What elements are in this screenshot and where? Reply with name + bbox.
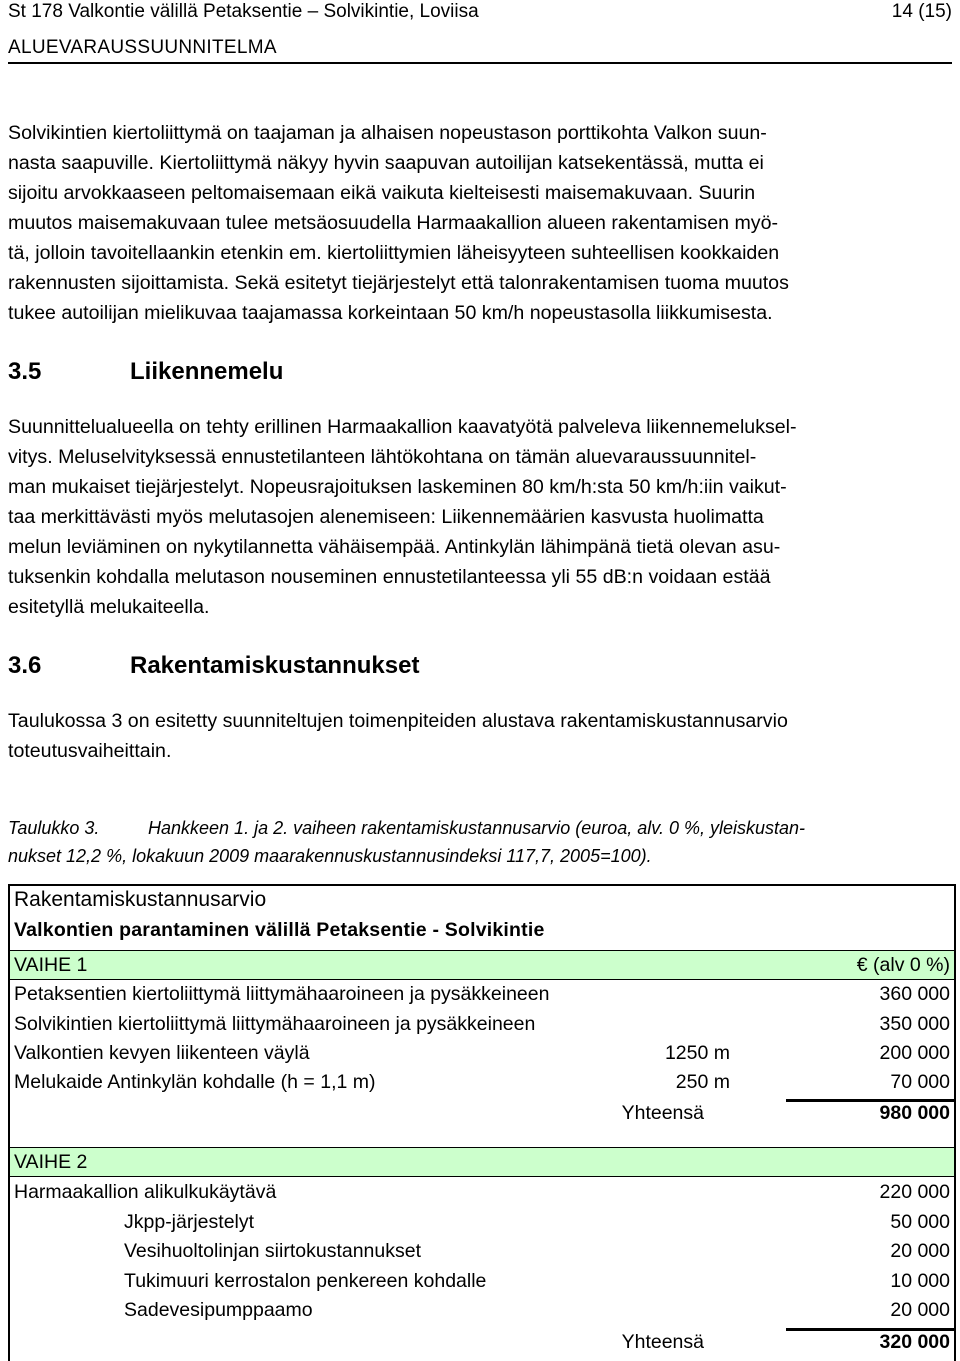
caption-label: Taulukko 3.	[8, 818, 100, 838]
row-cost: 20 000	[890, 1299, 950, 1321]
section-title: Rakentamiskustannukset	[130, 652, 420, 679]
row-description: Tukimuuri kerrostalon penkereen kohdalle	[124, 1270, 487, 1292]
paragraph-intro	[8, 118, 954, 328]
paragraph-rakentamiskustannukset	[8, 706, 954, 766]
table-row	[10, 1068, 954, 1097]
phase-1-total	[10, 1099, 954, 1129]
header-rule	[8, 62, 952, 64]
phase-label: VAIHE 2	[14, 1151, 88, 1173]
table-caption	[8, 814, 954, 870]
document-title: St 178 Valkontie välillä Petaksentie – Solvikintie, Loviisa	[8, 1, 479, 22]
phase-label: VAIHE 1	[14, 954, 88, 976]
total-label: Yhteensä	[621, 1331, 704, 1353]
text-line: vitys. Meluselvityksessä ennustetilanteen lähtökohtana on tämän aluevaraussuunnitel-	[8, 446, 757, 468]
text-line: Solvikintien kiertoliittymä on taajaman ja alhaisen nopeustason porttikohta Valkon suun-	[8, 122, 767, 144]
text-line: man mukaiset tiejärjestelyt. Nopeusrajoituksen laskeminen 80 km/h:sta 50 km/h:iin vaikut-	[8, 476, 787, 498]
row-quantity: 250 m	[675, 1071, 730, 1093]
table-title: Rakentamiskustannusarvio	[14, 888, 267, 911]
row-description: Jkpp-järjestelyt	[124, 1211, 255, 1233]
phase-2-total	[10, 1328, 954, 1358]
text-line: muutos maisemakuvaan tulee metsäosuudella Harmaakallion alueen rakentamisen myö-	[8, 212, 778, 234]
text-line: melun leviäminen on nykytilannetta vähäisempää. Antinkylän lähimpänä tietä olevan asu-	[8, 536, 781, 558]
page-number: 14 (15)	[891, 1, 952, 22]
section-number: 3.5	[8, 358, 42, 385]
table-row	[10, 1039, 954, 1068]
section-heading-3-6	[8, 651, 419, 681]
total-label: Yhteensä	[621, 1102, 704, 1124]
row-cost: 50 000	[890, 1211, 950, 1233]
text-line: toteutusvaiheittain.	[8, 740, 172, 762]
caption-text: nukset 12,2 %, lokakuun 2009 maarakennuskustannusindeksi 117,7, 2005=100).	[8, 846, 652, 866]
text-line: sijoitu arvokkaaseen peltomaisemaan eikä vaikuta kielteisesti maisemakuvaan. Suurin	[8, 182, 756, 204]
row-cost: 10 000	[890, 1270, 950, 1292]
row-description: Harmaakallion alikulkukäytävä	[14, 1181, 277, 1203]
total-value: 320 000	[879, 1331, 950, 1353]
section-title: Liikennemelu	[130, 358, 284, 385]
row-description: Sadevesipumppaamo	[124, 1299, 313, 1321]
row-cost: 220 000	[879, 1181, 950, 1203]
row-cost: 360 000	[879, 983, 950, 1005]
table-row	[10, 1208, 954, 1237]
row-quantity: 1250 m	[664, 1042, 730, 1064]
section-number: 3.6	[8, 652, 42, 679]
text-line: Taulukossa 3 on esitetty suunniteltujen toimenpiteiden alustava rakentamiskustannusarvio	[8, 710, 788, 732]
row-cost: 200 000	[879, 1042, 950, 1064]
text-line: tukee autoilijan mielikuvaa taajamassa korkeintaan 50 km/h nopeustasolla liikkumisesta.	[8, 302, 773, 324]
section-heading-3-5	[8, 357, 283, 387]
document-type: ALUEVARAUSSUUNNITELMA	[8, 37, 277, 58]
row-description: Valkontien kevyen liikenteen väylä	[14, 1042, 310, 1064]
table-row	[10, 1010, 954, 1039]
table-row	[10, 1237, 954, 1266]
cost-table	[8, 884, 956, 1361]
table-row	[10, 1296, 954, 1325]
text-line: tuksenkin kohdalla melutason nouseminen ennustetilanteessa yli 55 dB:n voidaan estää	[8, 566, 771, 588]
caption-text: Hankkeen 1. ja 2. vaiheen rakentamiskustannusarvio (euroa, alv. 0 %, yleiskustan-	[148, 818, 806, 838]
row-cost: 20 000	[890, 1240, 950, 1262]
text-line: taa merkittävästi myös melutasojen alenemiseen: Liikennemäärien kasvusta huolimatta	[8, 506, 764, 528]
row-description: Melukaide Antinkylän kohdalle (h = 1,1 m)	[14, 1071, 376, 1093]
row-description: Vesihuoltolinjan siirtokustannukset	[124, 1240, 422, 1262]
text-line: rakennusten sijoittamista. Sekä esitetyt tiejärjestelyt että talonrakentamisen tuoma muutos	[8, 272, 789, 294]
text-line: tä, jolloin tavoitellaankin etenkin em. kiertoliittymien läheisyyteen suhteellisen kookkaiden	[8, 242, 780, 264]
text-line: nasta saapuville. Kiertoliittymä näkyy hyvin saapuvan autoilijan katsekentässä, mutta ei	[8, 152, 764, 174]
row-description: Solvikintien kiertoliittymä liittymähaaroineen ja pysäkkeineen	[14, 1013, 536, 1035]
table-row	[10, 980, 954, 1009]
phase-2-header	[10, 1147, 954, 1177]
text-line: esitetyllä melukaiteella.	[8, 596, 210, 618]
table-row	[10, 1267, 954, 1296]
paragraph-liikennemelu	[8, 412, 954, 622]
phase-1-header	[10, 950, 954, 980]
total-value: 980 000	[879, 1102, 950, 1124]
page-header	[8, 0, 952, 64]
row-cost: 350 000	[879, 1013, 950, 1035]
row-description: Petaksentien kiertoliittymä liittymähaaroineen ja pysäkkeineen	[14, 983, 550, 1005]
text-line: Suunnittelualueella on tehty erillinen Harmaakallion kaavatyötä palveleva liikennemeluksel-	[8, 416, 797, 438]
table-subtitle: Valkontien parantaminen välillä Petaksentie - Solvikintie	[14, 919, 545, 941]
table-row	[10, 1178, 954, 1207]
row-cost: 70 000	[890, 1071, 950, 1093]
unit-label: € (alv 0 %)	[856, 954, 950, 976]
